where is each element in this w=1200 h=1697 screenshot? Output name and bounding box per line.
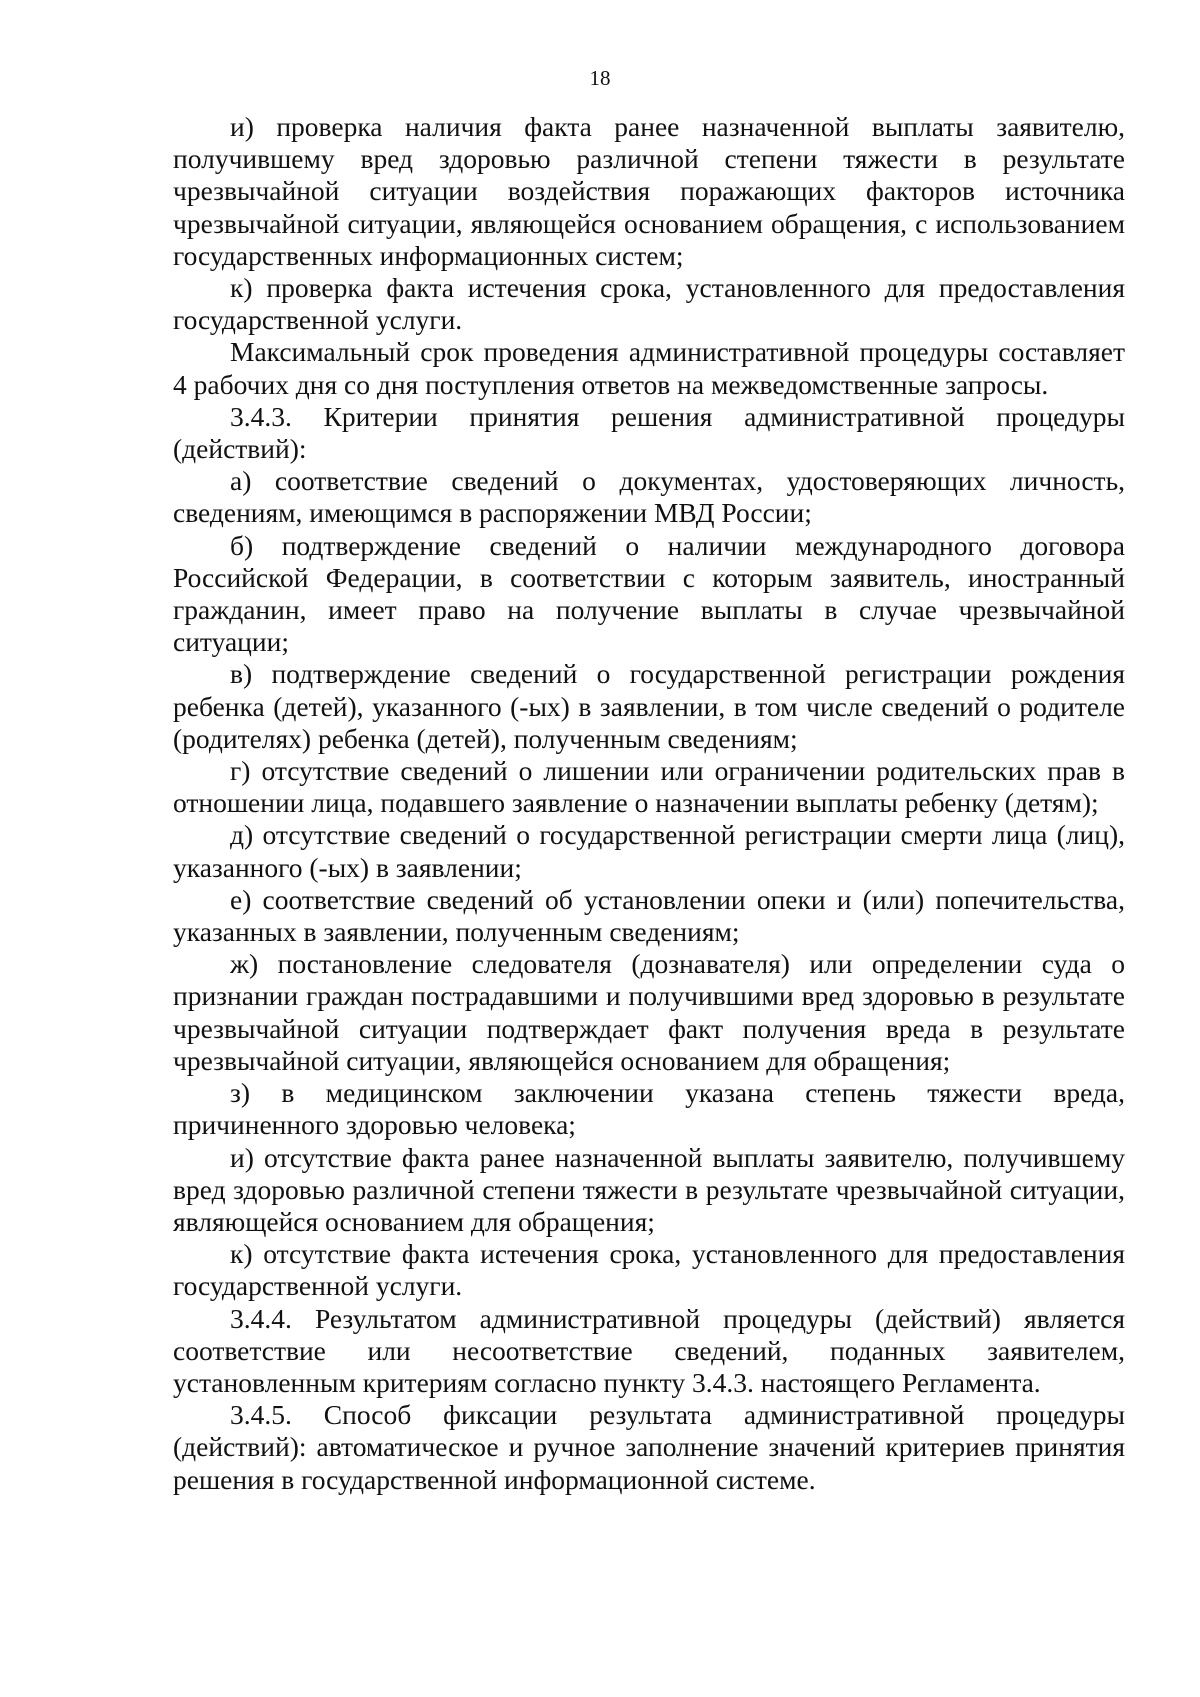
paragraph-criterion-v: в) подтверждение сведений о государственной регистрации рождения ребенка (детей), указанного (-ых) в заявлении, в том числе сведений о родителе (родителях) ребенка (детей), полученным сведениям;	[173, 658, 1125, 754]
page-number: 18	[589, 66, 611, 90]
paragraph-criterion-k: к) отсутствие факта истечения срока, установленного для предоставления государственной услуги.	[173, 1238, 1125, 1302]
paragraph-max-duration: Максимальный срок проведения административной процедуры составляет 4 рабочих дня со дня поступления ответов на межведомственные запросы.	[173, 336, 1125, 400]
paragraph-3-4-3-criteria: 3.4.3. Критерии принятия решения административной процедуры (действий):	[173, 400, 1125, 465]
paragraph-3-4-4-result: 3.4.4. Результатом административной процедуры (действий) является соответствие или несоответствие сведений, поданных заявителем, установленным критериям согласно пункту 3.4.3. настоящего Регламента.	[173, 1302, 1125, 1398]
paragraph-3-4-5-recording-method: 3.4.5. Способ фиксации результата административной процедуры (действий): автоматическое и ручное заполнение значений критериев принятия решения в государственной информационной системе.	[173, 1399, 1125, 1495]
paragraph-item-i-check-prior-payment: и) проверка наличия факта ранее назначенной выплаты заявителю, получившему вред здоровью различной степени тяжести в результате чрезвычайной ситуации воздействия поражающих факторов источника чрезвычайной ситуации, являющейся основанием обращения, с использованием государственных информационных систем;	[173, 111, 1125, 271]
paragraph-criterion-e: е) соответствие сведений об установлении опеки и (или) попечительства, указанных в заявлении, полученным сведениям;	[173, 883, 1125, 948]
paragraph-criterion-zh: ж) постановление следователя (дознавателя) или определении суда о признании граждан пострадавшими и получившими вред здоровью в результате чрезвычайной ситуации подтверждает факт получения вреда в результате чрезвычайной ситуации, являющейся основанием для обращения;	[173, 948, 1125, 1076]
document-body	[173, 111, 1125, 1496]
paragraph-criterion-z: з) в медицинском заключении указана степень тяжести вреда, причиненного здоровью человека;	[173, 1077, 1125, 1141]
paragraph-criterion-i: и) отсутствие факта ранее назначенной выплаты заявителю, получившему вред здоровью различной степени тяжести в результате чрезвычайной ситуации, являющейся основанием для обращения;	[173, 1141, 1125, 1237]
paragraph-item-k-check-deadline: к) проверка факта истечения срока, установленного для предоставления государственной услуги.	[173, 272, 1125, 336]
paragraph-criterion-g: г) отсутствие сведений о лишении или ограничении родительских прав в отношении лица, подавшего заявление о назначении выплаты ребенку (детям);	[173, 755, 1125, 819]
paragraph-criterion-a: а) соответствие сведений о документах, удостоверяющих личность, сведениям, имеющимся в распоряжении МВД России;	[173, 465, 1125, 529]
paragraph-criterion-d: д) отсутствие сведений о государственной регистрации смерти лица (лиц), указанного (-ых) в заявлении;	[173, 819, 1125, 883]
paragraph-criterion-b: б) подтверждение сведений о наличии международного договора Российской Федерации, в соответствии с которым заявитель, иностранный гражданин, имеет право на получение выплаты в случае чрезвычайной ситуации;	[173, 529, 1125, 658]
